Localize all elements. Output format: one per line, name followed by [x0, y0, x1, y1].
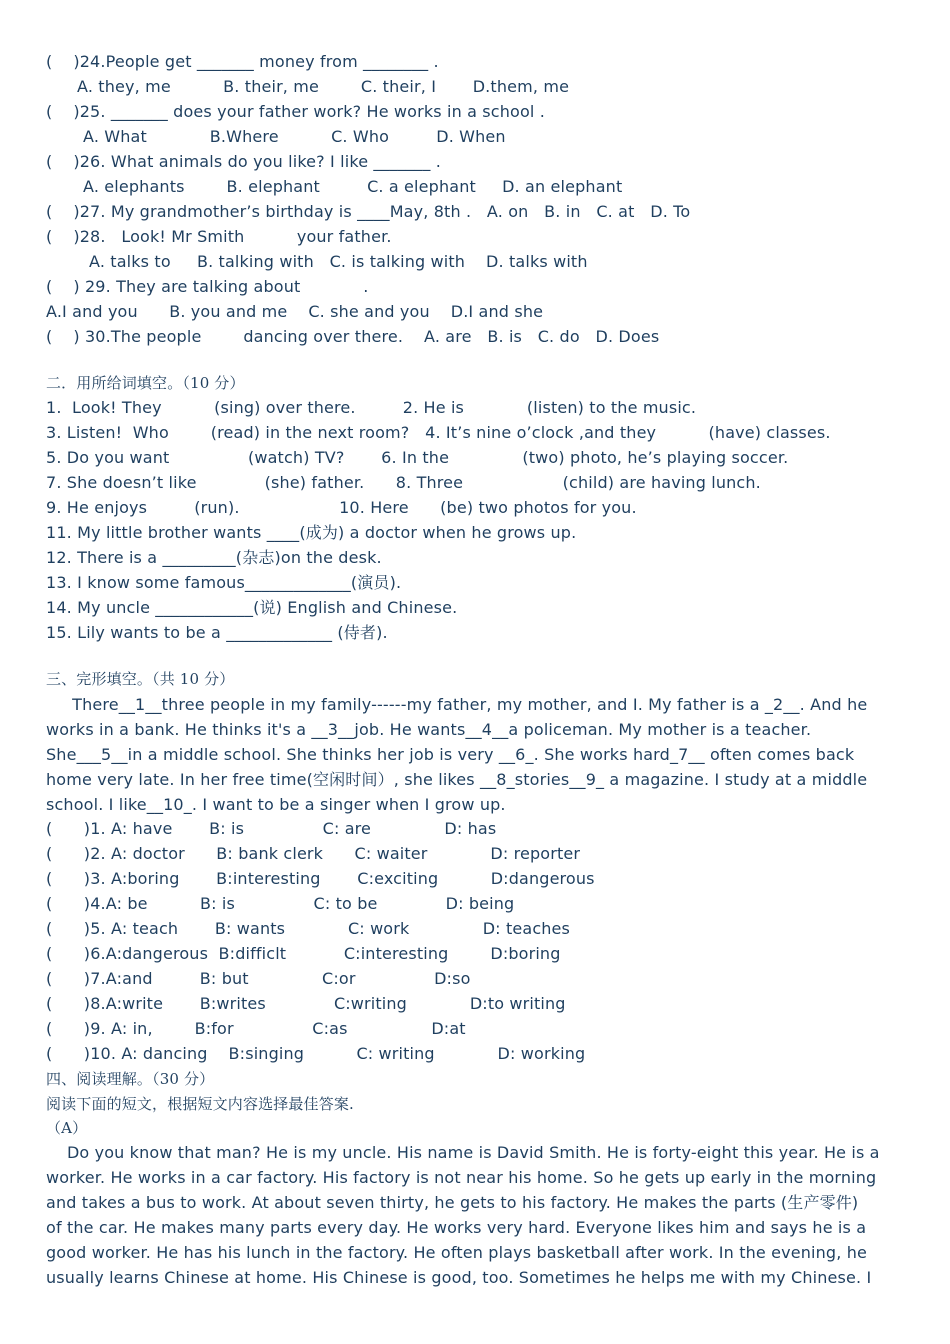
fill-line-15: 15. Lily wants to be a _____________ (侍者).	[46, 623, 388, 642]
question-29: ( ) 29. They are talking about .	[46, 277, 369, 296]
cloze-option-9: ( )9. A: in, B:for C:as D:at	[46, 1019, 466, 1038]
reading-passage-line-3: and takes a bus to work. At about seven thirty, he gets to his factory. He makes the parts (生产零件)	[46, 1193, 859, 1212]
reading-passage-line-5: good worker. He has his lunch in the factory. He often plays basketball after work. In the evening, he	[46, 1243, 867, 1262]
reading-instruction: 阅读下面的短文，根据短文内容选择最佳答案.	[46, 1095, 354, 1113]
question-25-options: A. What B.Where C. Who D. When	[83, 127, 506, 146]
question-28-options: A. talks to B. talking with C. is talking with D. talks with	[89, 252, 588, 271]
section-4-heading: 四、阅读理解。（30 分）	[46, 1070, 215, 1088]
reading-passage-line-1: Do you know that man? He is my uncle. His name is David Smith. He is forty-eight this year. He is a	[46, 1143, 880, 1162]
fill-line-3: 3. Listen! Who (read) in the next room? 4. It’s nine o’clock ,and they (have) classes.	[46, 423, 831, 442]
question-24-options: A. they, me B. their, me C. their, I D.them, me	[77, 77, 570, 96]
question-28: ( )28. Look! Mr Smith your father.	[46, 227, 392, 246]
question-29-options: A.I and you B. you and me C. she and you D.I and she	[46, 302, 544, 321]
question-25: ( )25. _______ does your father work? He works in a school .	[46, 102, 545, 121]
cloze-option-1: ( )1. A: have B: is C: are D: has	[46, 819, 497, 838]
section-3-heading: 三、完形填空。（共 10 分）	[46, 670, 235, 688]
reading-passage-line-2: worker. He works in a car factory. His factory is not near his home. So he gets up early in the morning	[46, 1168, 877, 1187]
cloze-passage-line-2: works in a bank. He thinks it's a __3__job. He wants__4__a policeman. My mother is a teacher.	[46, 720, 812, 739]
fill-line-9: 9. He enjoys (run). 10. Here (be) two photos for you.	[46, 498, 637, 517]
reading-passage-line-4: of the car. He makes many parts every day. He works very hard. Everyone likes him and says he is a	[46, 1218, 867, 1237]
question-26: ( )26. What animals do you like? I like _______ .	[46, 152, 441, 171]
fill-line-11: 11. My little brother wants ____(成为) a doctor when he grows up.	[46, 523, 577, 542]
fill-line-14: 14. My uncle ____________(说) English and Chinese.	[46, 598, 458, 617]
fill-line-7: 7. She doesn’t like (she) father. 8. Three (child) are having lunch.	[46, 473, 761, 492]
cloze-option-3: ( )3. A:boring B:interesting C:exciting D:dangerous	[46, 869, 595, 888]
cloze-passage-line-3: She___5__in a middle school. She thinks her job is very __6_. She works hard_7__ often comes back	[46, 745, 855, 764]
cloze-passage-line-5: school. I like__10_. I want to be a singer when I grow up.	[46, 795, 506, 814]
section-2-heading: 二．用所给词填空。（10 分）	[46, 374, 245, 392]
fill-line-12: 12. There is a _________(杂志)on the desk.	[46, 548, 382, 567]
fill-line-5: 5. Do you want (watch) TV? 6. In the (two) photo, he’s playing soccer.	[46, 448, 789, 467]
fill-line-13: 13. I know some famous_____________(演员).	[46, 573, 402, 592]
cloze-option-6: ( )6.A:dangerous B:difficlt C:interesting D:boring	[46, 944, 561, 963]
cloze-option-8: ( )8.A:write B:writes C:writing D:to writing	[46, 994, 566, 1013]
cloze-option-2: ( )2. A: doctor B: bank clerk C: waiter D: reporter	[46, 844, 581, 863]
fill-line-1: 1. Look! They (sing) over there. 2. He is (listen) to the music.	[46, 398, 697, 417]
passage-a-label: （A）	[46, 1119, 88, 1137]
cloze-option-4: ( )4.A: be B: is C: to be D: being	[46, 894, 515, 913]
cloze-option-7: ( )7.A:and B: but C:or D:so	[46, 969, 471, 988]
question-26-options: A. elephants B. elephant C. a elephant D. an elephant	[83, 177, 623, 196]
question-30: ( ) 30.The people dancing over there. A. are B. is C. do D. Does	[46, 327, 660, 346]
reading-passage-line-6: usually learns Chinese at home. His Chinese is good, too. Sometimes he helps me with my Chinese. I	[46, 1268, 872, 1287]
question-24: ( )24.People get _______ money from ________ .	[46, 52, 439, 71]
cloze-passage-line-4: home very late. In her free time(空闲时间）, she likes __8_stories__9_ a magazine. I study at a middle	[46, 770, 868, 789]
cloze-option-10: ( )10. A: dancing B:singing C: writing D: working	[46, 1044, 586, 1063]
cloze-passage-line-1: There__1__three people in my family------my father, my mother, and I. My father is a _2__. And he	[46, 695, 868, 714]
question-27: ( )27. My grandmother’s birthday is ____May, 8th . A. on B. in C. at D. To	[46, 202, 691, 221]
cloze-option-5: ( )5. A: teach B: wants C: work D: teaches	[46, 919, 571, 938]
